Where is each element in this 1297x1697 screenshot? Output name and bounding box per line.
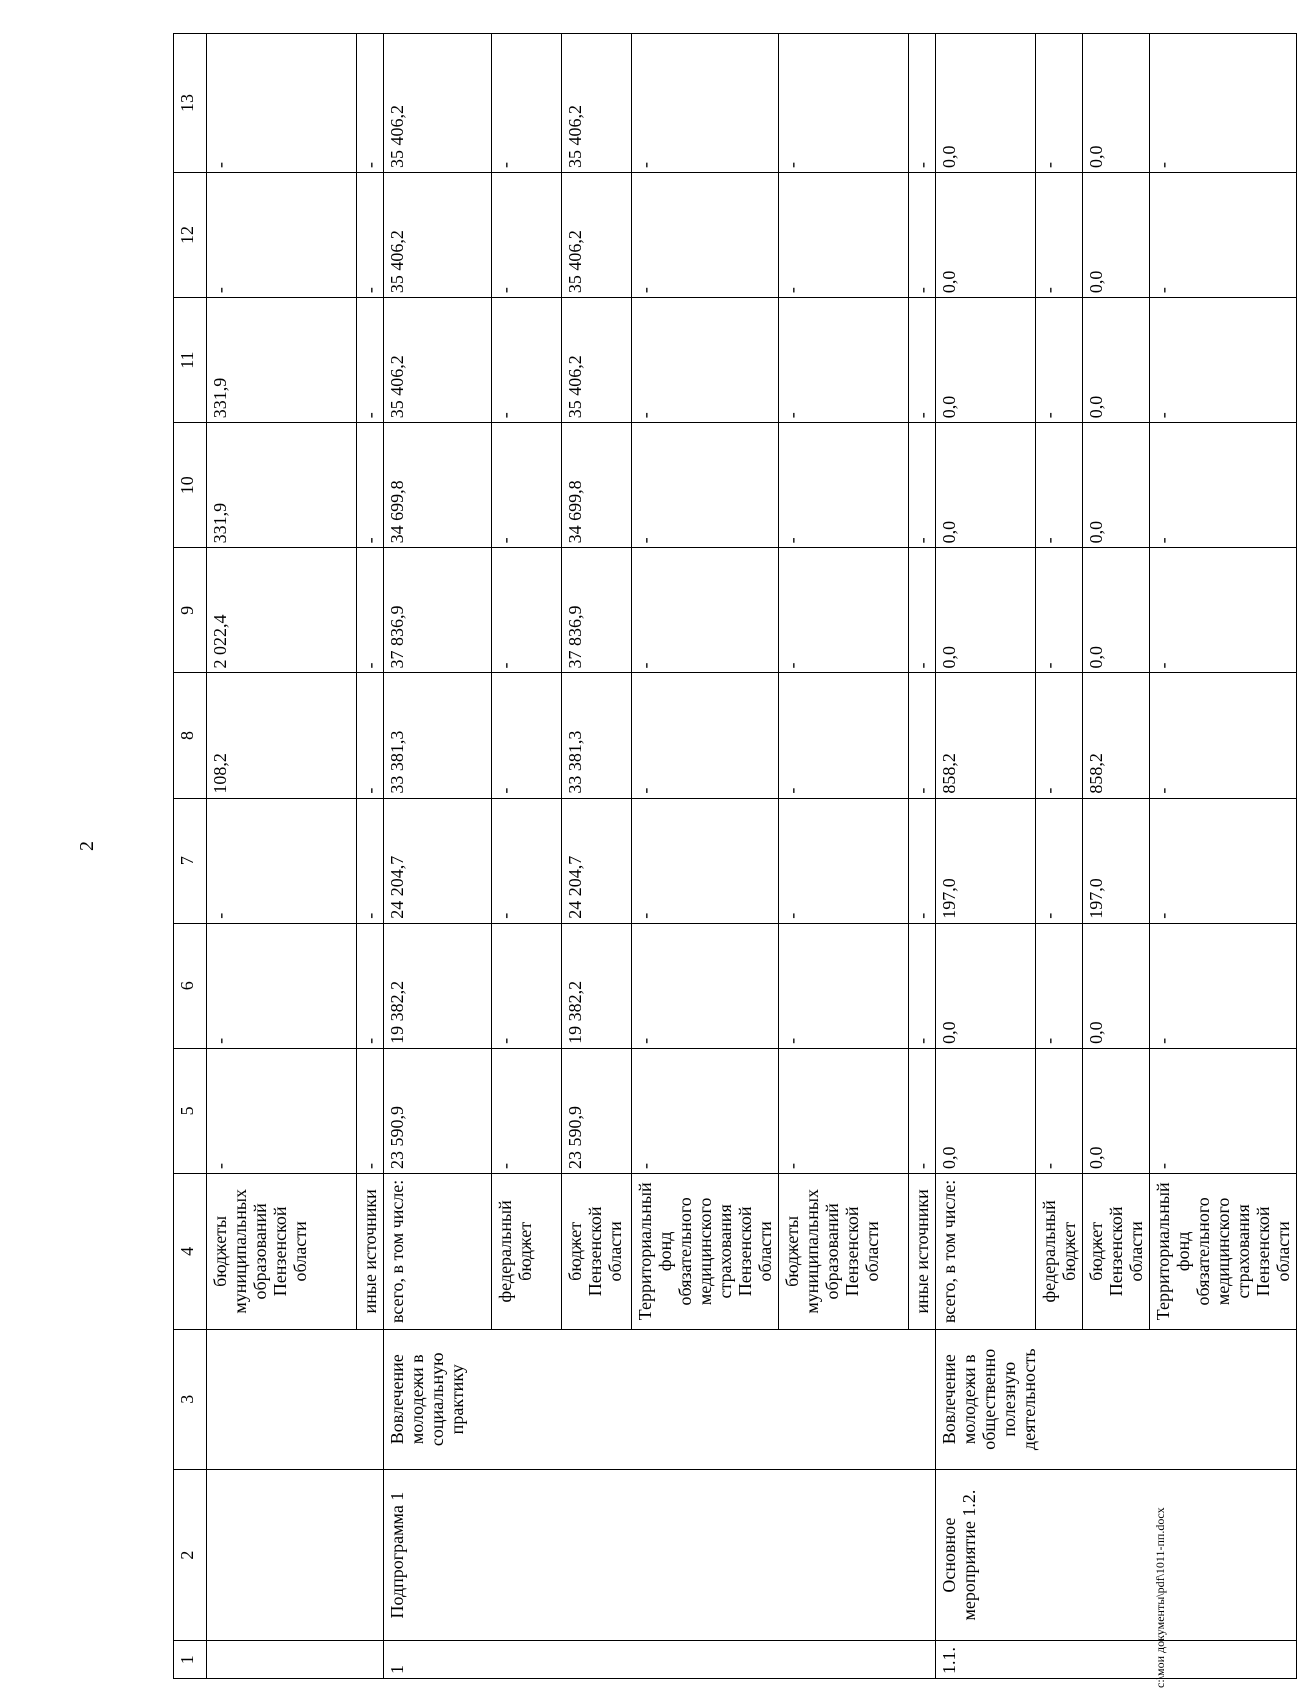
table-body	[174, 34, 1297, 1679]
value-cell: -	[632, 423, 779, 548]
value-cell: -	[357, 798, 384, 923]
value-cell: 35 406,2	[384, 34, 492, 173]
value-cell: -	[1150, 423, 1297, 548]
value-cell: 0,0	[1083, 548, 1150, 673]
value-cell: 19 382,2	[562, 923, 632, 1048]
value-cell: 19 382,2	[384, 923, 492, 1048]
value-cell: -	[1150, 798, 1297, 923]
value-cell: -	[909, 798, 936, 923]
value-cell: -	[779, 548, 909, 673]
value-cell: -	[779, 172, 909, 297]
value-cell: -	[492, 298, 562, 423]
value-cell: 0,0	[936, 548, 1036, 673]
value-cell: -	[1036, 172, 1083, 297]
value-cell: 33 381,3	[562, 673, 632, 798]
value-cell: -	[1150, 1048, 1297, 1173]
value-cell: -	[492, 172, 562, 297]
value-cell: -	[207, 1048, 357, 1173]
table-row	[207, 34, 357, 1679]
footer-file-path: c:\мои документы\pdf\1011-пп.docx	[1153, 1507, 1167, 1688]
value-cell: -	[357, 298, 384, 423]
value-cell: -	[779, 423, 909, 548]
value-cell: -	[492, 1048, 562, 1173]
value-cell: -	[1036, 548, 1083, 673]
funding-source-cell: иные источники	[357, 1173, 384, 1329]
value-cell: -	[1036, 34, 1083, 173]
row-number-cell: 1	[384, 1641, 936, 1679]
value-cell: -	[632, 548, 779, 673]
value-cell: -	[909, 172, 936, 297]
value-cell: -	[632, 673, 779, 798]
header-cell: 10	[174, 423, 207, 548]
value-cell: -	[1150, 298, 1297, 423]
value-cell: 35 406,2	[562, 34, 632, 173]
header-cell: 8	[174, 673, 207, 798]
program-goal-cell	[207, 1329, 384, 1469]
value-cell: 37 836,9	[384, 548, 492, 673]
value-cell: -	[1150, 923, 1297, 1048]
value-cell: 35 406,2	[384, 172, 492, 297]
value-cell: 0,0	[1083, 423, 1150, 548]
value-cell: 23 590,9	[384, 1048, 492, 1173]
value-cell: 33 381,3	[384, 673, 492, 798]
value-cell: -	[779, 923, 909, 1048]
value-cell: 858,2	[1083, 673, 1150, 798]
value-cell: -	[492, 923, 562, 1048]
value-cell: 108,2	[207, 673, 357, 798]
value-cell: -	[1036, 923, 1083, 1048]
value-cell: 0,0	[1083, 923, 1150, 1048]
header-cell: 5	[174, 1048, 207, 1173]
value-cell: 24 204,7	[384, 798, 492, 923]
value-cell: 197,0	[936, 798, 1036, 923]
value-cell: -	[492, 798, 562, 923]
funding-source-cell: бюджеты муниципальных образований Пензенской области	[207, 1173, 357, 1329]
value-cell: -	[779, 1048, 909, 1173]
value-cell: 331,9	[207, 423, 357, 548]
header-cell: 7	[174, 798, 207, 923]
value-cell: -	[1036, 673, 1083, 798]
header-cell: 3	[174, 1329, 207, 1469]
value-cell: 37 836,9	[562, 548, 632, 673]
value-cell: -	[207, 923, 357, 1048]
value-cell: 23 590,9	[562, 1048, 632, 1173]
header-row	[174, 34, 207, 1679]
value-cell: -	[632, 923, 779, 1048]
table-row	[936, 34, 1036, 1679]
table-row	[384, 34, 492, 1679]
value-cell: -	[1150, 673, 1297, 798]
header-cell: 6	[174, 923, 207, 1048]
program-goal-cell: Вовлечение молодежи в социальную практику	[384, 1329, 936, 1469]
value-cell: 331,9	[207, 298, 357, 423]
value-cell: -	[1036, 423, 1083, 548]
value-cell: 0,0	[1083, 34, 1150, 173]
value-cell: 35 406,2	[384, 298, 492, 423]
funding-source-cell: бюджеты муниципальных образований Пензенской области	[779, 1173, 909, 1329]
value-cell: -	[357, 34, 384, 173]
program-name-cell	[207, 1469, 384, 1641]
value-cell: -	[207, 172, 357, 297]
value-cell: -	[207, 798, 357, 923]
value-cell: -	[1150, 34, 1297, 173]
program-name-cell: Основное мероприятие 1.2.	[936, 1469, 1297, 1641]
value-cell: -	[357, 1048, 384, 1173]
value-cell: 0,0	[936, 423, 1036, 548]
header-cell: 13	[174, 34, 207, 173]
value-cell: -	[1036, 798, 1083, 923]
value-cell: -	[1150, 172, 1297, 297]
value-cell: 0,0	[936, 172, 1036, 297]
header-cell: 1	[174, 1641, 207, 1679]
value-cell: -	[357, 673, 384, 798]
program-name-cell: Подпрограмма 1	[384, 1469, 936, 1641]
value-cell: -	[909, 923, 936, 1048]
value-cell: 2 022,4	[207, 548, 357, 673]
value-cell: 0,0	[936, 34, 1036, 173]
value-cell: 35 406,2	[562, 172, 632, 297]
row-number-cell	[207, 1641, 384, 1679]
program-goal-cell: Вовлечение молодежи в общественно полезную деятельность	[936, 1329, 1297, 1469]
value-cell: -	[207, 34, 357, 173]
value-cell: -	[1036, 298, 1083, 423]
value-cell: -	[909, 423, 936, 548]
value-cell: 34 699,8	[562, 423, 632, 548]
funding-source-cell: федеральный бюджет	[1036, 1173, 1083, 1329]
value-cell: -	[357, 423, 384, 548]
value-cell: -	[909, 673, 936, 798]
financing-table-container	[173, 33, 1293, 1679]
value-cell: 0,0	[936, 1048, 1036, 1173]
value-cell: -	[357, 172, 384, 297]
value-cell: 0,0	[936, 298, 1036, 423]
header-cell: 12	[174, 172, 207, 297]
value-cell: -	[492, 673, 562, 798]
value-cell: -	[632, 798, 779, 923]
value-cell: -	[632, 1048, 779, 1173]
funding-source-cell: федеральный бюджет	[492, 1173, 562, 1329]
value-cell: -	[632, 172, 779, 297]
header-cell: 2	[174, 1469, 207, 1641]
value-cell: -	[779, 34, 909, 173]
value-cell: 0,0	[1083, 298, 1150, 423]
value-cell: -	[1150, 548, 1297, 673]
value-cell: -	[492, 548, 562, 673]
value-cell: -	[492, 423, 562, 548]
value-cell: -	[357, 548, 384, 673]
value-cell: -	[1036, 1048, 1083, 1173]
funding-source-cell: всего, в том числе:	[936, 1173, 1036, 1329]
row-number-cell: 1.1.	[936, 1641, 1297, 1679]
funding-source-cell: Территориальный фонд обязательного медицинского страхования Пензенской области	[632, 1173, 779, 1329]
value-cell: -	[632, 34, 779, 173]
value-cell: 0,0	[1083, 1048, 1150, 1173]
header-cell: 9	[174, 548, 207, 673]
value-cell: 24 204,7	[562, 798, 632, 923]
value-cell: -	[779, 298, 909, 423]
value-cell: -	[909, 298, 936, 423]
value-cell: -	[632, 298, 779, 423]
financing-table	[173, 33, 1297, 1679]
value-cell: -	[779, 798, 909, 923]
value-cell: 34 699,8	[384, 423, 492, 548]
funding-source-cell: всего, в том числе:	[384, 1173, 492, 1329]
value-cell: -	[779, 673, 909, 798]
page-number: 2	[76, 841, 98, 851]
funding-source-cell: Территориальный фонд обязательного медицинского страхования Пензенской области	[1150, 1173, 1297, 1329]
value-cell: -	[357, 923, 384, 1048]
value-cell: -	[909, 548, 936, 673]
value-cell: 0,0	[1083, 172, 1150, 297]
value-cell: 0,0	[936, 923, 1036, 1048]
funding-source-cell: бюджет Пензенской области	[1083, 1173, 1150, 1329]
value-cell: -	[492, 34, 562, 173]
value-cell: -	[909, 1048, 936, 1173]
value-cell: 197,0	[1083, 798, 1150, 923]
value-cell: 858,2	[936, 673, 1036, 798]
funding-source-cell: иные источники	[909, 1173, 936, 1329]
value-cell: 35 406,2	[562, 298, 632, 423]
value-cell: -	[909, 34, 936, 173]
header-cell: 4	[174, 1173, 207, 1329]
funding-source-cell: бюджет Пензенской области	[562, 1173, 632, 1329]
header-cell: 11	[174, 298, 207, 423]
